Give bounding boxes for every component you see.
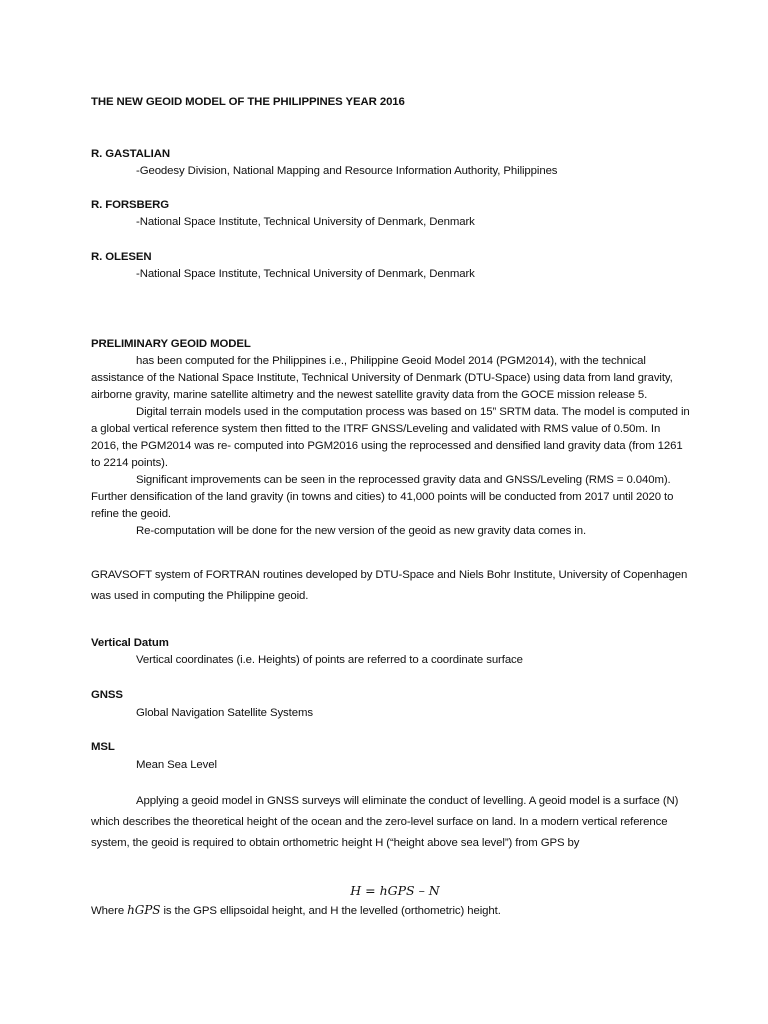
author-affiliation-2: -National Space Institute, Technical University of Denmark, Denmark	[136, 216, 475, 228]
preliminary-paragraph-2: Digital terrain models used in the computation process was based on 15” SRTM data. The model is computed in a global vertical reference system then fitted to the ITRF GNSS/Leveling and validated with RMS value of 0.50m. In 2016, the PGM2014 was re- computed into PGM2016 using the reprocessed and densified land gravity data (from 1261 to 2214 points).	[91, 406, 690, 469]
where-symbol: hGPS	[127, 903, 161, 917]
definition-term-vertical-datum: Vertical Datum	[91, 637, 169, 649]
document-title: THE NEW GEOID MODEL OF THE PHILIPPINES YEAR 2016	[91, 96, 405, 108]
where-prefix: Where	[91, 905, 125, 917]
definition-term-gnss: GNSS	[91, 689, 123, 701]
equation	[0, 882, 768, 899]
definition-text-msl: Mean Sea Level	[136, 759, 217, 771]
author-affiliation-3: -National Space Institute, Technical University of Denmark, Denmark	[136, 268, 475, 280]
preliminary-paragraph-1: has been computed for the Philippines i.e., Philippine Geoid Model 2014 (PGM2014), with the technical assistance of the National Space Institute, Technical University of Denmark (DTU-Space) using data from land gravity, airborne gravity, marine satellite altimetry and the newest satellite gravity data from the GOCE mission release 5.	[91, 355, 673, 401]
preliminary-paragraph-3: Significant improvements can be seen in the reprocessed gravity data and GNSS/Leveling (RMS = 0.040m). Further densification of the land gravity (in towns and cities) to 41,000 points will be conducted from 2017 until 2020 to refine the geoid.	[91, 474, 674, 520]
definition-term-msl: MSL	[91, 741, 115, 753]
author-name-2: R. FORSBERG	[91, 199, 170, 211]
equation-text: H = hGPS – N	[350, 883, 440, 898]
gravsoft-paragraph: GRAVSOFT system of FORTRAN routines developed by DTU-Space and Niels Bohr Institute, University of Copenhagen was used in computing the Philippine geoid.	[91, 569, 688, 602]
applying-text: Applying a geoid model in GNSS surveys will eliminate the conduct of levelling. A geoid model is a surface (N) which describes the theoretical height of the ocean and the zero-level surface on land. In a modern vertical reference system, the geoid is required to obtain orthometric height H (“height above sea level”) from GPS by	[91, 795, 679, 849]
where-line	[91, 902, 691, 920]
definition-text-gnss: Global Navigation Satellite Systems	[136, 707, 313, 719]
preliminary-body	[91, 353, 691, 540]
author-name-3: R. OLESEN	[91, 251, 152, 263]
section-heading-preliminary: PRELIMINARY GEOID MODEL	[91, 338, 251, 350]
applying-paragraph	[91, 791, 691, 854]
preliminary-paragraph-4: Re-computation will be done for the new version of the geoid as new gravity data comes in.	[136, 525, 587, 537]
author-affiliation-1: -Geodesy Division, National Mapping and Resource Information Authority, Philippines	[136, 165, 558, 177]
author-name-1: R. GASTALIAN	[91, 148, 170, 160]
definition-text-vertical-datum: Vertical coordinates (i.e. Heights) of points are referred to a coordinate surface	[136, 654, 523, 666]
where-suffix: is the GPS ellipsoidal height, and H the levelled (orthometric) height.	[163, 905, 501, 917]
